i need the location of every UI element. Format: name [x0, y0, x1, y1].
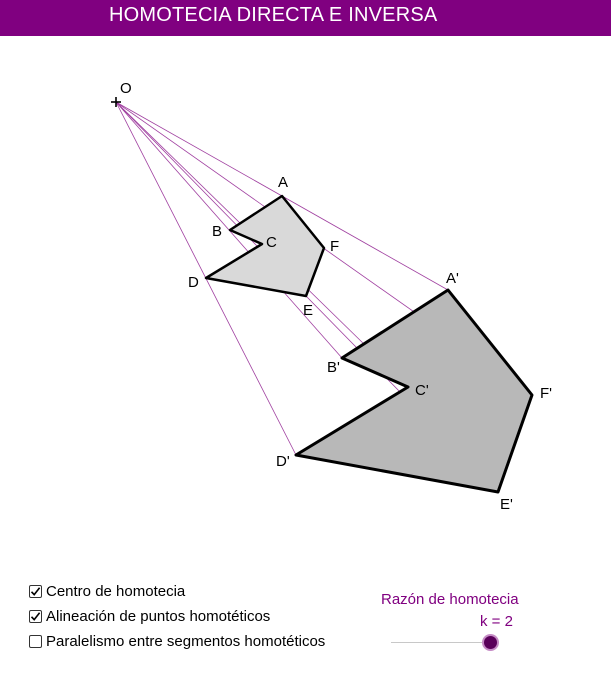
- label-e1: E': [500, 496, 513, 513]
- title-bar: [0, 0, 611, 36]
- label-a1: A': [446, 270, 459, 287]
- checkbox-center-label: Centro de homotecia: [46, 582, 186, 600]
- checkbox-parallel-label: Paralelismo entre segmentos homotéticos: [46, 632, 326, 650]
- label-b: B: [212, 223, 223, 240]
- checkbox-alignment-label: Alineación de puntos homotéticos: [46, 607, 271, 625]
- checkbox-center[interactable]: [29, 582, 185, 600]
- check-icon: [30, 611, 41, 622]
- page-title: HOMOTECIA DIRECTA E INVERSA: [109, 4, 438, 26]
- check-icon: [30, 586, 41, 597]
- checkbox-alignment-box[interactable]: [29, 610, 42, 623]
- label-f: F: [330, 238, 340, 255]
- slider-knob[interactable]: [482, 634, 499, 651]
- checkbox-center-box[interactable]: [29, 585, 42, 598]
- checkbox-parallel-box[interactable]: [29, 635, 42, 648]
- label-c: C: [266, 234, 277, 251]
- slider-value: k = 2: [480, 613, 513, 630]
- checkbox-alignment[interactable]: [29, 607, 270, 625]
- slider-track[interactable]: [391, 642, 491, 643]
- label-a: A: [278, 174, 289, 191]
- geometry-canvas[interactable]: [0, 36, 611, 556]
- slider-caption: Razón de homotecia: [381, 591, 519, 608]
- label-d1: D': [276, 453, 290, 470]
- image-polygon[interactable]: [296, 290, 532, 492]
- label-c1: C': [415, 382, 429, 399]
- original-polygon[interactable]: [206, 196, 324, 296]
- label-e: E: [303, 302, 314, 319]
- checkbox-parallel[interactable]: [29, 632, 325, 650]
- label-b1: B': [327, 359, 340, 376]
- label-o: O: [120, 80, 132, 97]
- label-d: D: [188, 274, 199, 291]
- label-f1: F': [540, 385, 553, 402]
